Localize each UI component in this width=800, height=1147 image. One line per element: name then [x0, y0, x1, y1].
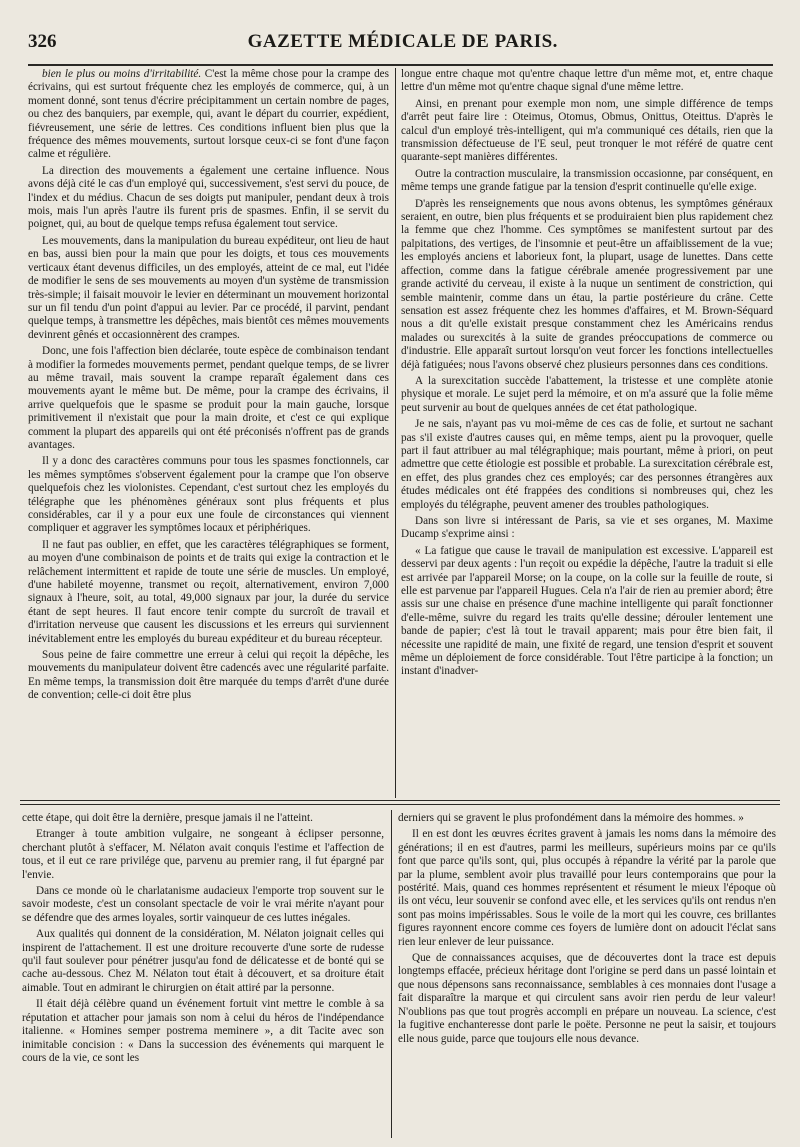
paragraph	[28, 649, 389, 703]
upper-right-column	[401, 68, 773, 796]
paragraph-text: derniers qui se gravent le plus profondément dans la mémoire des hommes. »	[398, 812, 744, 824]
paragraph	[401, 168, 773, 195]
paragraph-text: Que de connaissances acquises, que de découvertes dont la trace est depuis longtemps effacée, précieux héritage dont l'origine se perd dans un passé lointain et que nous dépensons sans reconnaissance, semblables à ces monnaies dont l'usage a fait disparaître la marque et qui circulent sans avoir rien perdu de leur valeur! N'oublions pas que tout progrès accompli en prépare un nouveau. La science, c'est la fugitive enchanteresse dont parle le poëte. Personne ne peut la saisir, et toujours elle nous guide, parce que toujours elle nous devance.	[398, 952, 776, 1045]
paragraph-text: D'après les renseignements que nous avons obtenus, les symptômes généraux seraient, en outre, bien plus fréquents et se produiraient bien plus rapidement chez la femme que chez l'homme. Ces symptômes se manifestent surtout par des palpitations, des vertiges, de l'insomnie et peut-être un affaiblissement de la vue; les employés anciens et laborieux font, la plupart, usage de lunettes. Dans cette affection, comme dans la fatigue cérébrale amenée progressivement par une grande activité du cerveau, il existe à la nuque un sentiment de constriction, qui semble maintenir, comme dans un étau, la partie postérieure du crâne. Cette sensation est assez fréquente chez les hommes d'affaires, et M. Brown-Séquard nous a dit qu'elle existait presque constamment chez les Américains rendus malades ou surexcités à la suite de grandes préoccupations de commerce ou d'industrie. Elle apparaît surtout lorsqu'on veut forcer les fonctions intellectuelles déjà fatiguées; nous l'avons observé chez plusieurs personnes dans ces conditions.	[401, 197, 773, 371]
paragraph-text: « La fatigue que cause le travail de manipulation est excessive. L'appareil est desservi par deux agents : l'un reçoit ou expédie la dépêche, l'autre la traduit si elle est arrivée par l'appareil Morse; on la coupe, on la colle sur la feuille de route, si elle est parvenue par l'appareil Hugues. Cela n'a l'air de rien au premier abord; être assis sur une chaise en présence d'une machine intelligente qui paraît fonctionner d'elle-même, suivre du regard les traits qu'elle dessine; dérouler lentement une bande de papier; c'est là tout le travail apparent; mais pour être bien fait, il nécessite une rapidité de main, une fixité de regard, une tension d'esprit et souvent même un déploiement de force considérable. Tout l'être participe à la fonction; un instant d'inadver-	[401, 544, 773, 678]
header-rule	[28, 64, 773, 66]
paragraph	[28, 165, 389, 232]
paragraph-text: Sous peine de faire commettre une erreur à celui qui reçoit la dépêche, les mouvements du manipulateur doivent être cadencés avec une régularité parfaite. En même temps, la transmission doit être marquée du temps d'arrêt d'une durée de convention; celle-ci doit être plus	[28, 649, 389, 702]
paragraph	[28, 455, 389, 535]
paragraph	[401, 198, 773, 372]
paragraph-text: Outre la contraction musculaire, la transmission occasionne, par conséquent, en même temps une grande fatigue par la tension d'esprit continuelle qu'elle exige.	[401, 167, 773, 194]
upper-left-column	[28, 68, 389, 796]
italic-lead: bien le plus ou moins d'irritabilité.	[42, 68, 202, 80]
paragraph	[28, 68, 389, 162]
paragraph-text: C'est la même chose pour la crampe des écrivains, qui est surtout fréquente chez les employés de commerce, qui, à un moment donné, sont tenus d'écrire précipitamment un certain nombre de pages, ou chez des banquiers, par exemple, qui, avant le départ du courrier, expédient, fiévreusement, une série de lettres. Ces conditions influent bien plus que la fréquence des mêmes mouvements, surtout lorsque ceux-ci se font d'une façon calme et régulière.	[28, 68, 389, 161]
paragraph-text: longue entre chaque mot qu'entre chaque lettre d'un même mot, et, entre chaque lettre d'un même mot qu'entre chaque signal d'une même lettre.	[401, 68, 773, 94]
journal-title: GAZETTE MÉDICALE DE PARIS.	[247, 31, 558, 52]
paragraph-text: cette étape, qui doit être la dernière, presque jamais il ne l'atteint.	[22, 812, 313, 824]
page-number: 326	[28, 31, 57, 52]
paragraph	[22, 928, 384, 995]
paragraph-text: Aux qualités qui donnent de la considération, M. Nélaton joignait celles qui inspirent de l'attachement. Il est une droiture recouverte d'une sorte de rudesse qu'il faut soulever pour pénétrer jusqu'au fond de délicatesse et de bonté qui se cache au-dessous. Chez M. Nélaton tout était à découvert, et sa droiture était aimable. Tout en admirant le chirurgien on était attiré par la personne.	[22, 928, 384, 994]
paragraph-text: Dans ce monde où le charlatanisme audacieux l'emporte trop souvent sur le savoir modeste, c'est un consolant spectacle de voir le vrai mérite n'ayant pour se défendre que des armes loyales, sortir vainqueur de ces luttes inégales.	[22, 885, 384, 924]
paragraph-text: Ainsi, en prenant pour exemple mon nom, une simple différence de temps d'arrêt peut faire lire : Oteimus, Otomus, Obmus, Onittus, Oteittus. D'après le calcul d'un employé très-intelligent, qui m'a communiqué ces détails, rien que la transmission défectueuse de l'E seul, peut tronquer le mot référé de quatre cent quarante-sept manières différentes.	[401, 97, 773, 164]
paragraph	[22, 812, 384, 825]
section-rule-thin	[20, 804, 780, 805]
paragraph	[401, 545, 773, 679]
paragraph-text: Etranger à toute ambition vulgaire, ne songeant à éclipser personne, cherchant plutôt à s'effacer, M. Nélaton avait conquis l'estime et l'affection de tous, et il eut ce rare privilége que, parvenu au premier rang, il fut épargné par l'envie.	[22, 828, 384, 881]
paragraph-text: La direction des mouvements a également une certaine influence. Nous avons déjà cité le cas d'un employé qui, successivement, s'est servi du pouce, de l'index et du médius. Chacun de ses doigts put manipuler, pendant deux à trois mois, mais l'un après l'autre ils furent pris de spasmes. Enfin, il se servit du poignet, qui, au bout de quelque temps refusa également tout service.	[28, 164, 389, 231]
paragraph	[22, 885, 384, 925]
paragraph	[401, 98, 773, 165]
lower-right-column	[398, 812, 776, 1138]
paragraph-text: Dans son livre si intéressant de Paris, sa vie et ses organes, M. Maxime Ducamp s'exprime ainsi :	[401, 515, 773, 541]
paragraph	[401, 375, 773, 415]
paragraph-text: Il ne faut pas oublier, en effet, que les caractères télégraphiques se forment, au moyen d'une combinaison de points et de traits qui exige la contraction et le relâchement intermittent et rapide de toute une série de muscles. Un employé, d'une habileté moyenne, transmet ou reçoit, alternativement, environ 7,000 signaux à l'heure, soit, au total, 49,000 signaux par jour, la durée du service étant de sept heures. Il faut encore tenir compte du surcroît de travail et d'irritation nerveuse que causent les discussions et les erreurs qui surviennent inévitablement entre les employés du bureau expéditeur et du bureau récepteur.	[28, 538, 389, 645]
paragraph-text: Je ne sais, n'ayant pas vu moi-même de ces cas de folie, et surtout ne sachant pas s'il existe d'autres causes qui, en même temps, aient pu la provoquer, quelle part il faut attribuer au mal télégraphique; mais pourtant, même à priori, on peut admettre que cette étiologie est possible et probable. La surexcitation cérébrale est, en effet, des plus grandes chez ces employés; car des personnes étrangères aux études médicales ont été frappées des conditions si nombreuses qui, chez les employés du télégraphe, peuvent amener des troubles pathologiques.	[401, 418, 773, 511]
lower-left-column	[22, 812, 384, 1138]
paragraph	[28, 235, 389, 342]
paragraph	[401, 68, 773, 95]
paragraph	[22, 998, 384, 1065]
paragraph	[28, 539, 389, 646]
paragraph	[398, 952, 776, 1046]
paragraph	[22, 828, 384, 882]
paragraph-text: Il en est dont les œuvres écrites gravent à jamais les noms dans la mémoire des générations; il en est d'autres, parmi les meilleurs, supérieurs moins par ce qu'ils font que parce qu'ils sont, qui, plus occupés à répandre la vérité par la parole que par la plume, semblent avoir plus travaillé pour leurs contemporains que pour la postérité. Mais, quand ces hommes représentent et résument le mieux l'époque où ils ont vécu, leur souvenir se confond avec elle, et les services qu'ils ont rendus n'en sont pas moins impérissables. Sous le voile de la mort qui les couvre, ces brillantes figures rayonnent encore comme ces foyers de lumière dont on adoucit l'éclat sans rien leur enlever de leur puissance.	[398, 828, 776, 948]
section-rule	[20, 800, 780, 801]
paragraph-text: Il était déjà célèbre quand un événement fortuit vint mettre le comble à sa réputation et attacher pour jamais son nom à celui du héros de l'indépendance italienne. « Homines semper postrema meminere », a dit Tacite avec son inimitable concision : « Dans la succession des événements qui marquent le cours de la vie, ce sont les	[22, 998, 384, 1064]
paragraph	[401, 418, 773, 512]
paragraph-text: A la surexcitation succède l'abattement, la tristesse et une complète atonie physique et morale. Le sujet perd la mémoire, et on m'a assuré que la folie même peut survenir au bout de quelques années de cet état pathologique.	[401, 374, 773, 414]
paragraph	[28, 345, 389, 452]
page-header	[28, 26, 773, 58]
paragraph-text: Il y a donc des caractères communs pour tous les spasmes fonctionnels, car les mêmes symptômes s'observent également pour la crampe que l'on observe quelquefois chez les violonistes. Cependant, c'est surtout chez les employés du télégraphe que les phénomènes généraux sont plus fréquents et plus considérables, car il y a pour eux une foule de circonstances qui viennent compliquer et aggraver les symptômes locaux et périphériques.	[28, 455, 389, 535]
paragraph	[398, 812, 776, 825]
paragraph-text: Donc, une fois l'affection bien déclarée, toute espèce de combinaison tendant à modifier la formedes mouvements permet, pendant quelque temps, de se livrer au même travail, mais souvent la crampe reparaît également dans ces mouvements ayant le même but. De même, pour la crampe des écrivains, il arrive quelquefois que le spasme se produit pour la main gauche, lorsque primitivement il n'existait que pour la main droite, et c'est ce qui explique comment la plupart des appareils qui ont été préconisés n'offrent pas de grands avantages.	[28, 345, 389, 451]
paragraph	[401, 515, 773, 542]
lower-column-divider	[391, 810, 392, 1138]
paragraph-text: Les mouvements, dans la manipulation du bureau expéditeur, ont lieu de haut en bas, aussi bien pour la main que pour les doigts, et tous ces mouvements verticaux étant devenus difficiles, un des employés, atteint de ce mal, eut l'idée de modifier le sens de ses mouvements au moyen d'un système de transmission très-simple; il faisait mouvoir le levier en déterminant un mouvement horizontal sur un fil tendu d'un point d'appui au levier. Par ce procédé, il parvint, pendant quelque temps, à transmettre les dépêches, mais bientôt ces mêmes mouvements devinrent gênés et occasionnèrent des crampes.	[28, 234, 389, 341]
paragraph	[398, 828, 776, 949]
upper-column-divider	[395, 68, 396, 798]
